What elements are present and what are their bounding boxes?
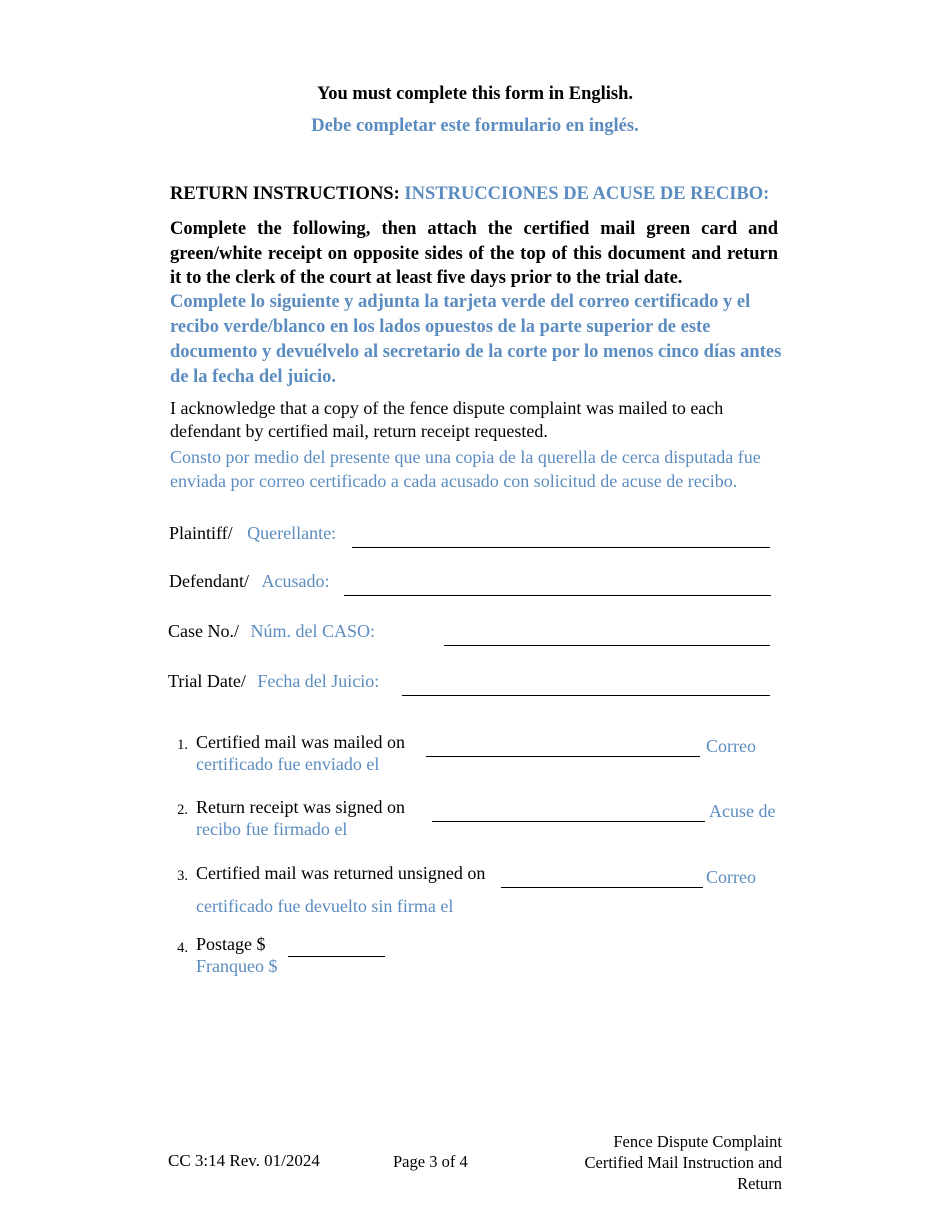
item-4-text-es: Franqueo $: [196, 956, 278, 976]
item-2-text-en: Return receipt was signed on: [196, 797, 405, 817]
acknowledgement-en: I acknowledge that a copy of the fence dispute complaint was mailed to each defendant by certified mail, return receipt requested.: [170, 398, 724, 441]
item-3-input[interactable]: [501, 887, 703, 888]
list-item-number: 1.: [177, 737, 188, 753]
return-instructions-body-en: Complete the following, then attach the certified mail green card and green/white receipt on opposite sides of the top of this document and return it to the clerk of the court at least five days prior to the trial date.: [170, 219, 778, 288]
item-1-trail-es: Correo: [706, 736, 756, 756]
field-plaintiff-label-es: Querellante:: [247, 523, 337, 543]
acknowledgement-es: Consto por medio del presente que una copia de la querella de cerca disputada fue enviada por correo certificado a cada acusado con solicitud de acuse de recibo.: [170, 447, 761, 491]
field-case-number-label-es: Núm. del CASO:: [250, 621, 376, 641]
field-trial-date-label-en: Trial Date/: [168, 671, 246, 691]
item-4-input[interactable]: [288, 956, 385, 957]
list-item-number: 3.: [177, 868, 188, 884]
field-plaintiff-label-en: Plaintiff/: [169, 523, 233, 543]
item-3-text-en: Certified mail was returned unsigned on: [196, 863, 486, 883]
footer-title-line1: Fence Dispute Complaint: [613, 1132, 782, 1151]
notice-spanish: Debe completar este formulario en inglés.: [311, 116, 639, 136]
field-case-number-input[interactable]: [444, 645, 770, 646]
field-trial-date-input[interactable]: [402, 695, 770, 696]
item-3-trail-es: Correo: [706, 867, 756, 887]
field-defendant-label-en: Defendant/: [169, 571, 249, 591]
item-2-trail-es: Acuse de: [709, 801, 776, 821]
item-3-text-es: certificado fue devuelto sin firma el: [196, 896, 454, 916]
return-instructions-heading: [170, 184, 810, 205]
field-defendant-label-es: Acusado:: [261, 571, 330, 591]
footer-form-id: CC 3:14 Rev. 01/2024: [168, 1151, 320, 1170]
item-2-input[interactable]: [432, 821, 705, 822]
field-defendant-input[interactable]: [344, 595, 771, 596]
footer-title-line2: Certified Mail Instruction and Return: [584, 1153, 782, 1193]
return-instructions-body-es: Complete lo siguiente y adjunta la tarjeta verde del correo certificado y el recibo verde/blanco en los lados opuestos de la parte superior de este documento y devuélvelo al secretario de la corte por lo menos cinco días antes de la fecha del juicio.: [170, 292, 782, 387]
return-instructions-heading-es: INSTRUCCIONES DE ACUSE DE RECIBO:: [404, 184, 770, 204]
item-1-text-es: certificado fue enviado el: [196, 754, 380, 774]
field-trial-date-label-es: Fecha del Juicio:: [257, 671, 380, 691]
field-plaintiff-label: [169, 523, 336, 544]
return-instructions-heading-en: RETURN INSTRUCTIONS:: [170, 184, 400, 204]
field-trial-date-label: [168, 671, 379, 692]
item-4-text-en: Postage $: [196, 934, 266, 954]
field-case-number-label: [168, 621, 375, 642]
item-1-input[interactable]: [426, 756, 700, 757]
footer-title: [540, 1131, 782, 1194]
item-1-text-en: Certified mail was mailed on: [196, 732, 405, 752]
field-case-number-label-en: Case No./: [168, 621, 239, 641]
list-item-number: 4.: [177, 940, 188, 956]
notice-english: You must complete this form in English.: [316, 84, 634, 104]
footer-page-number: Page 3 of 4: [393, 1152, 468, 1171]
field-defendant-label: [169, 571, 329, 592]
field-plaintiff-input[interactable]: [352, 547, 770, 548]
list-item-number: 2.: [177, 802, 188, 818]
item-2-text-es: recibo fue firmado el: [196, 819, 348, 839]
